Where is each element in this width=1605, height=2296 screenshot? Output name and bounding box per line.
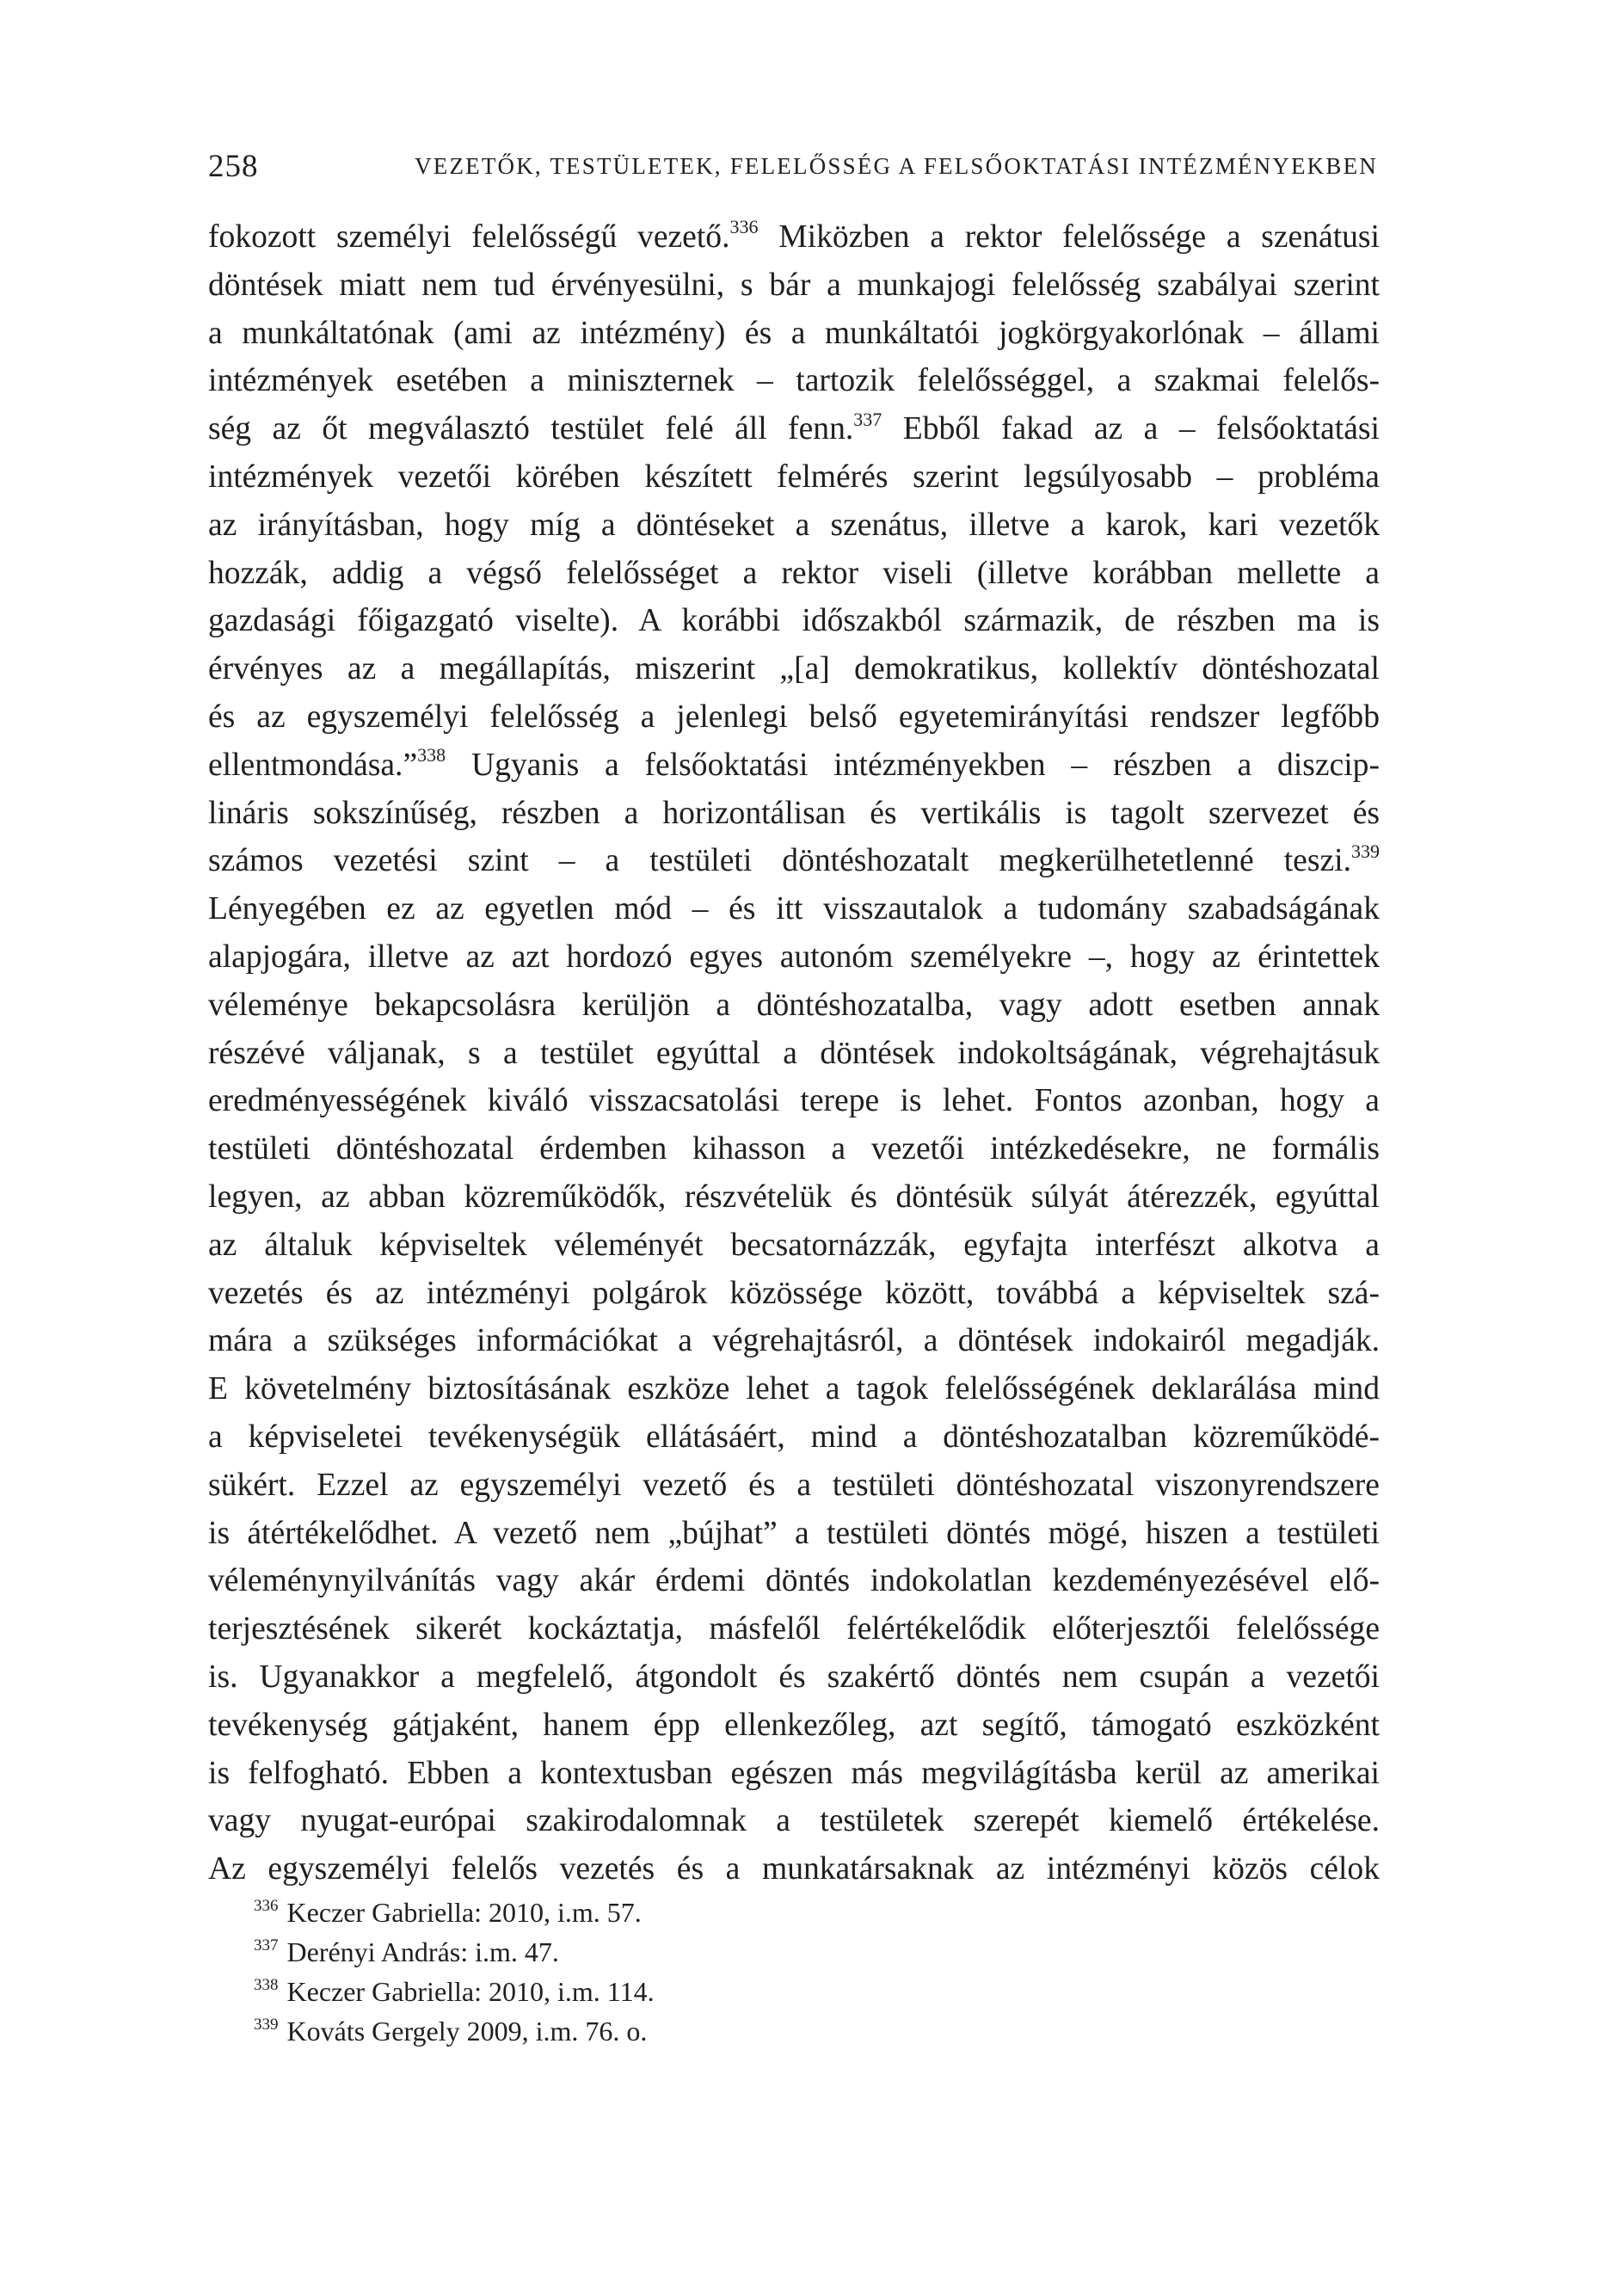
text-run: Miközben a rektor felelőssége a szenátusi <box>758 219 1380 255</box>
running-head: VEZETŐK, TESTÜLETEK, FELELŐSSÉG A FELSŐOKTATÁSI INTÉZMÉNYEKBEN <box>415 153 1378 179</box>
text-run: vagy nyugat-európai szakirodalomnak a testületek szerepét kiemelő értékelése. <box>208 1803 1380 1839</box>
footnote <box>254 2011 1286 2051</box>
text-line <box>208 310 1380 358</box>
text-line <box>208 1222 1380 1270</box>
text-line <box>208 1030 1380 1078</box>
text-line <box>208 213 1380 262</box>
text-run: Ugyanis a felsőoktatási intézményekben – részben a diszcip- <box>446 747 1380 783</box>
text-line <box>208 1557 1380 1605</box>
text-run: intézmények vezetői körében készített felmérés szerint legsúlyosabb – probléma <box>208 459 1380 495</box>
text-line <box>208 1270 1380 1318</box>
text-line <box>208 645 1380 693</box>
text-run: terjesztésének sikerét kockáztatja, másfelől felértékelődik előterjesztői felelőssége <box>208 1611 1380 1647</box>
text-run: testületi döntéshozatal érdemben kihasson a vezetői intézkedésekre, ne formális <box>208 1131 1380 1167</box>
text-run: részévé váljanak, s a testület egyúttal a döntések indokoltságának, végrehajtásuk <box>208 1035 1380 1071</box>
text-run: a képviseletei tevékenységük ellátásáért, mind a döntéshozatalban közreműködé- <box>208 1419 1380 1455</box>
text-line <box>208 1510 1380 1558</box>
text-line <box>208 693 1380 742</box>
text-line <box>208 262 1380 310</box>
footnote-reference: 336 <box>729 216 759 238</box>
text-run: véleménynyilvánítás vagy akár érdemi döntés indokolatlan kezdeményezésével elő- <box>208 1563 1380 1599</box>
text-run: és az egyszemélyi felelősség a jelenlegi belső egyetemirányítási rendszer legfőbb <box>208 699 1380 735</box>
footnote-reference: 337 <box>853 408 882 430</box>
footnote <box>254 1972 1286 2011</box>
text-run: hozzák, addig a végső felelősséget a rektor viseli (illetve korábban mellette a <box>208 555 1380 591</box>
text-run: döntések miatt nem tud érvényesülni, s bár a munkajogi felelősség szabályai szerint <box>208 267 1380 303</box>
footnote-mark: 339 <box>254 2016 279 2034</box>
text-run: is. Ugyanakkor a megfelelő, átgondolt és szakértő döntés nem csupán a vezetői <box>208 1659 1380 1695</box>
text-run: véleménye bekapcsolásra kerüljön a döntéshozatalba, vagy adott esetben annak <box>208 987 1380 1023</box>
footnote-text: Derényi András: i.m. 47. <box>286 1936 559 1967</box>
text-line <box>208 1653 1380 1702</box>
text-line <box>208 982 1380 1030</box>
text-run: ellentmondása.” <box>208 747 418 783</box>
text-run: lináris sokszínűség, részben a horizontálisan és vertikális is tagolt szervezet és <box>208 795 1380 831</box>
text-run: számos vezetési szint – a testületi döntéshozatalt megkerülhetetlenné teszi. <box>208 843 1351 879</box>
text-run: E követelmény biztosításának eszköze lehet a tagok felelősségének deklarálása mind <box>208 1371 1380 1407</box>
text-line <box>208 933 1380 982</box>
text-run: legyen, az abban közreműködők, részvételük és döntésük súlyát átérezzék, egyúttal <box>208 1179 1380 1215</box>
footnote <box>254 1932 1286 1972</box>
text-line <box>208 837 1380 885</box>
text-run: Az egyszemélyi felelős vezetés és a munkatársaknak az intézményi közös célok <box>208 1851 1380 1887</box>
text-run: a munkáltatónak (ami az intézmény) és a munkáltatói jogkörgyakorlónak – állami <box>208 315 1380 351</box>
text-run: vezetés és az intézményi polgárok közössége között, továbbá a képviseltek szá- <box>208 1275 1380 1311</box>
page-header <box>208 148 1378 200</box>
text-run: intézmények esetében a miniszternek – tartozik felelősséggel, a szakmai felelős- <box>208 363 1380 399</box>
text-line <box>208 1797 1380 1845</box>
text-line <box>208 1317 1380 1365</box>
text-line <box>208 1125 1380 1173</box>
footnote-text: Keczer Gabriella: 2010, i.m. 57. <box>286 1897 642 1928</box>
text-run: alapjogára, illetve az azt hordozó egyes autonóm személyekre –, hogy az érintettek <box>208 939 1380 975</box>
footnote-mark: 336 <box>254 1897 279 1915</box>
text-line <box>208 357 1380 405</box>
text-line <box>208 1605 1380 1653</box>
text-line <box>208 1750 1380 1798</box>
text-line <box>208 453 1380 502</box>
text-line <box>208 1077 1380 1125</box>
text-run: sükért. Ezzel az egyszemélyi vezető és a testületi döntéshozatal viszonyrendszere <box>208 1467 1380 1503</box>
text-line <box>208 597 1380 645</box>
text-line <box>208 1462 1380 1510</box>
text-run: az általuk képviseltek véleményét becsatornázzák, egyfajta interfészt alkotva a <box>208 1227 1380 1263</box>
footnote-reference: 339 <box>1351 840 1380 862</box>
text-line <box>208 550 1380 598</box>
text-run: gazdasági főigazgató viselte). A korábbi időszakból származik, de részben ma is <box>208 603 1380 639</box>
footnote-text: Kováts Gergely 2009, i.m. 76. o. <box>286 2016 648 2047</box>
footnote <box>254 1893 1286 1932</box>
text-line <box>208 1413 1380 1462</box>
footnote-mark: 338 <box>254 1976 279 1994</box>
text-run: mára a szükséges információkat a végrehajtásról, a döntések indokairól megadják. <box>208 1323 1380 1359</box>
body-text <box>208 213 1380 1893</box>
text-run: ség az őt megválasztó testület felé áll fenn. <box>208 411 854 447</box>
footnotes <box>254 1893 1286 2051</box>
text-line <box>208 1702 1380 1750</box>
text-line <box>208 790 1380 838</box>
text-run: fokozott személyi felelősségű vezető. <box>208 219 730 255</box>
text-run: Lényegében ez az egyetlen mód – és itt visszautalok a tudomány szabadságának <box>208 891 1380 927</box>
text-run: tevékenység gátjaként, hanem épp ellenkezőleg, azt segítő, támogató eszközként <box>208 1707 1380 1743</box>
text-line <box>208 742 1380 790</box>
text-line <box>208 885 1380 933</box>
text-line <box>208 1845 1380 1893</box>
text-run: is felfogható. Ebben a kontextusban egészen más megvilágításba kerül az amerikai <box>208 1755 1380 1791</box>
text-line <box>208 405 1380 453</box>
footnote-text: Keczer Gabriella: 2010, i.m. 114. <box>286 1976 655 2007</box>
text-run: Ebből fakad az a – felsőoktatási <box>882 411 1380 447</box>
text-run: érvényes az a megállapítás, miszerint „[a] demokratikus, kollektív döntéshozatal <box>208 651 1380 687</box>
text-line <box>208 1365 1380 1413</box>
page-number: 258 <box>208 149 259 184</box>
text-run: is átértékelődhet. A vezető nem „bújhat” a testületi döntés mögé, hiszen a testületi <box>208 1515 1380 1551</box>
text-line <box>208 1173 1380 1222</box>
footnote-reference: 338 <box>417 744 446 766</box>
footnote-mark: 337 <box>254 1936 279 1954</box>
text-run: eredményességének kiváló visszacsatolási terepe is lehet. Fontos azonban, hogy a <box>208 1083 1380 1119</box>
text-run: az irányításban, hogy míg a döntéseket a szenátus, illetve a karok, kari vezetők <box>208 507 1380 543</box>
text-line <box>208 502 1380 550</box>
